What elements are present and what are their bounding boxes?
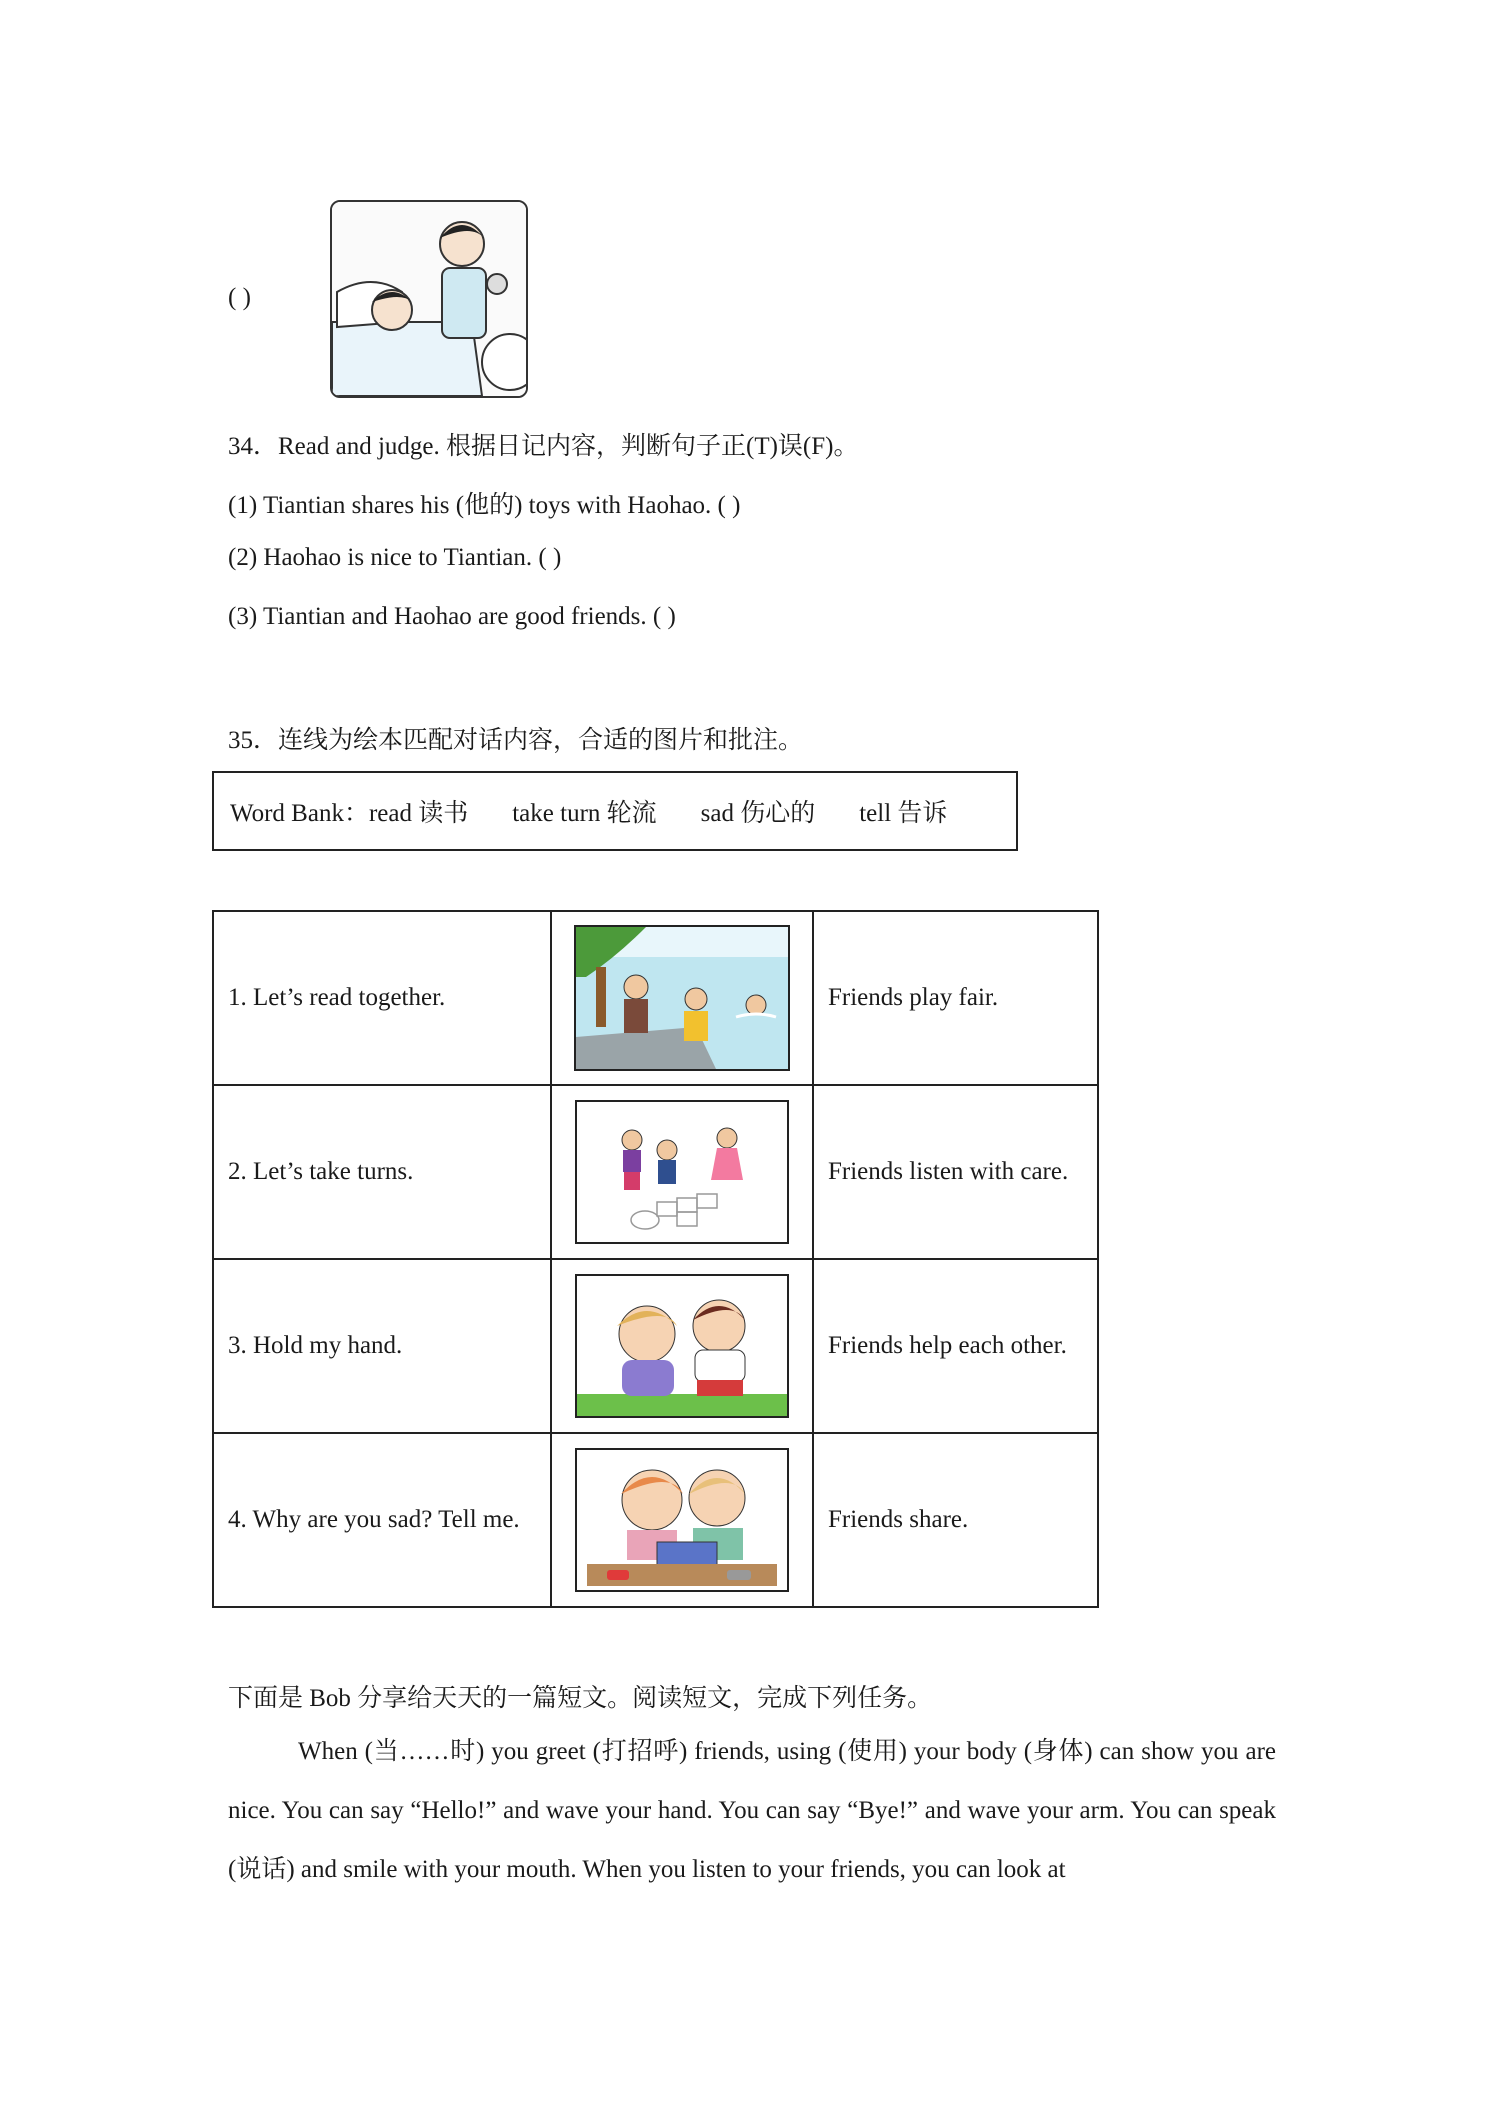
hospital-visit-illustration <box>332 202 526 396</box>
dialogue-cell: 3. Hold my hand. <box>213 1259 551 1433</box>
comfort-friend-illustration <box>577 1276 787 1416</box>
hopscotch-picture <box>575 1100 789 1244</box>
hospital-visit-picture <box>330 200 528 398</box>
question-34-title: 34．Read and judge. 根据日记内容，判断句子正(T)误(F)。 <box>228 433 859 460</box>
word-bank-item: read 读书 <box>368 800 469 827</box>
reading-together-illustration <box>577 1450 787 1590</box>
word-bank-item: take turn 轮流 <box>512 800 657 827</box>
word-bank-item: sad 伤心的 <box>700 800 816 827</box>
question-34-item-1: (1) Tiantian shares his (他的) toys with Haohao. ( ) <box>228 492 741 519</box>
reading-intro: 下面是 Bob 分享给天天的一篇短文。阅读短文，完成下列任务。 <box>228 1685 933 1712</box>
river-rescue-illustration <box>576 927 788 1069</box>
word-bank-item: tell 告诉 <box>859 800 948 827</box>
dialogue-cell: 4. Why are you sad? Tell me. <box>213 1433 551 1607</box>
question-34-item-3: (3) Tiantian and Haohao are good friends. ( ) <box>228 603 676 630</box>
table-row <box>213 1433 1098 1607</box>
table-row <box>213 1085 1098 1259</box>
dialogue-cell: 1. Let’s read together. <box>213 911 551 1085</box>
picture-cell <box>551 911 813 1085</box>
table-row <box>213 1259 1098 1433</box>
answer-blank-q33: ( ) <box>228 284 251 311</box>
picture-cell <box>551 1085 813 1259</box>
picture-cell <box>551 1433 813 1607</box>
caption-cell: Friends play fair. <box>813 911 1098 1085</box>
table-row <box>213 911 1098 1085</box>
river-rescue-picture <box>574 925 790 1071</box>
question-34-item-2: (2) Haohao is nice to Tiantian. ( ) <box>228 544 562 571</box>
dialogue-cell: 2. Let’s take turns. <box>213 1085 551 1259</box>
question-35-title: 35．连线为绘本匹配对话内容，合适的图片和批注。 <box>228 727 804 754</box>
word-bank-box <box>212 771 1018 851</box>
caption-cell: Friends listen with care. <box>813 1085 1098 1259</box>
reading-together-picture <box>575 1448 789 1592</box>
word-bank-label: Word Bank： <box>230 800 369 827</box>
reading-paragraph: When (当……时) you greet (打招呼) friends, using (使用) your body (身体) can show you are nice. You can say “Hello!” and wave your hand. You can say “Bye!” and wave your arm. You can speak (说话) and smile with your mouth. When you listen to your friends, you can look at <box>228 1738 1276 1883</box>
caption-cell: Friends help each other. <box>813 1259 1098 1433</box>
caption-cell: Friends share. <box>813 1433 1098 1607</box>
comfort-friend-picture <box>575 1274 789 1418</box>
hopscotch-illustration <box>577 1102 787 1242</box>
matching-table <box>212 910 1099 1608</box>
picture-cell <box>551 1259 813 1433</box>
